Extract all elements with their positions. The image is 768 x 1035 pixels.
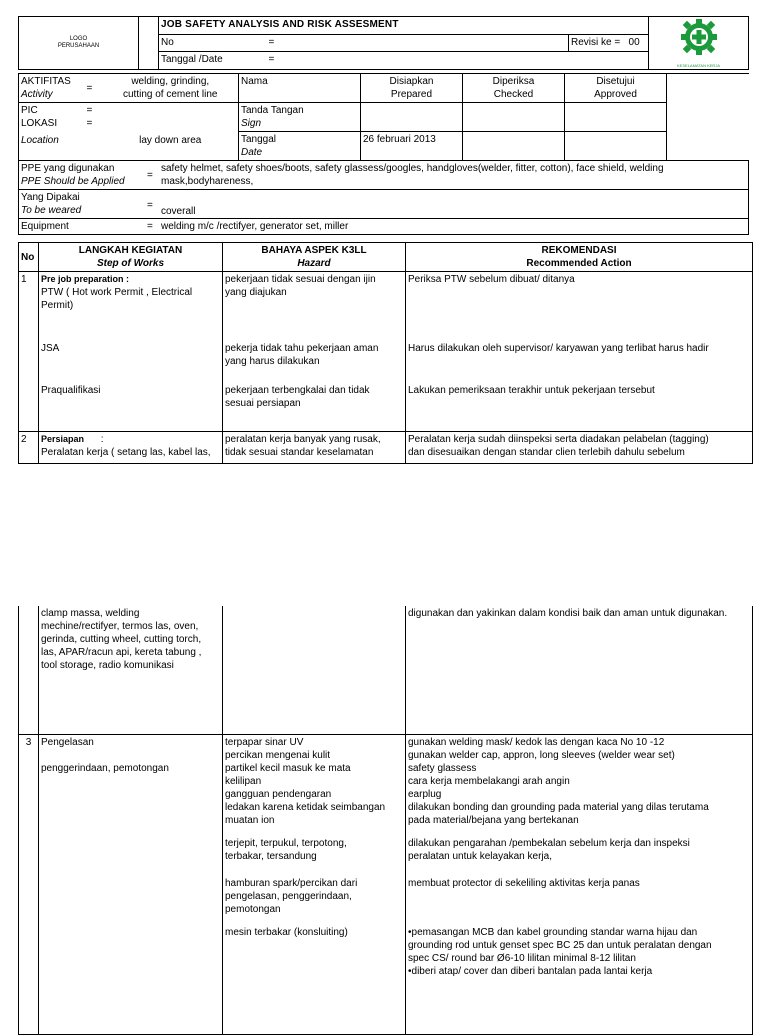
sign-prepared bbox=[361, 103, 463, 132]
k3-logo bbox=[649, 17, 749, 70]
k3-caption: KESELAMATAN KERJA bbox=[677, 63, 720, 68]
table-row: 1 Pre job preparation : PTW ( Hot work Permit , Electrical Permit) JSA Praqualifikasi pekerjaan tidak sesuai dengan ijin yang diajukan pekerja tidak tahu pekerjaan aman yang harus dilakukan pekerjaan terbengkalai dan tidak sesuai persiapan Periksa PTW sebelum dibuat/ ditanya Harus dilakukan oleh supervisor/ karyawan yang terlibat harus hadir Lakukan pemeriksaan terakhir untuk pekerjaan tersebut bbox=[19, 272, 753, 432]
jsa-table bbox=[18, 242, 753, 464]
no-row: No = bbox=[159, 34, 569, 52]
revisi-field: Revisi ke = 00 bbox=[569, 34, 649, 52]
k3-gear-cross-icon bbox=[674, 18, 724, 60]
header-table bbox=[18, 16, 749, 70]
equipment-row: Equipment = welding m/c /rectifyer, generator set, miller bbox=[19, 219, 749, 235]
jsa-table-continued bbox=[18, 606, 753, 1035]
tanggal-row: Tanggal /Date = bbox=[159, 52, 649, 70]
table-row: 3 Pengelasan penggerindaan, pemotongan terpapar sinar UV percikan mengenai kulit partikel kecil masuk ke mata kelilipan gangguan pendengaran ledakan karena ketidak seimbangan muatan ion terjepit, terpukul, terpotong, terbakar, tersandung hamburan spark/percikan dari pengelasan, penggerindaan, pemotongan mesin terbakar (konsluiting) gunakan welding mask/ kedok las dengan kaca No 10 -12 gunakan welder cap, appron, long sleeves (welder wear set) safety glassess cara kerja membelakangi arah angin earplug dilakukan bonding dan grounding pada material yang dilas terutama pada material/bejana yang bertekanan dilakukan pengarahan /pembekalan sebelum kerja dan inspeksi peralatan untuk kelayakan kerja, membuat protector di sekeliling aktivitas kerja panas •pemasangan MCB dan kabel grounding standar warna hijau dan grounding rod untuk genset spec BC 25 dan untuk peralatan dengan spec CS/ round bar Ø6-10 lilitan minimal 8-12 lilitan •diberi atap/ cover dan diberi bantalan pada lantai kerja bbox=[19, 734, 753, 1034]
info-table: AKTIFITAS Activity = welding, grinding, cutting of cement line Nama Disiapkan Prepared Diperiksa Checked Disetujui Approved PIC LOKASI = = Tanda Tangan Sign Location lay down area Tanggal Date 26 februari 2013 PPE yang digunakan PPE Should be Applied = safety helmet, safety shoes/boots, safety glassess/googles, handgloves(welder, fitter, cotton), face shield, welding mask,bodyhareness, Yang Dipakai To be weared = coverall Equipment = welding m/c /rectifyer, generator set, miller bbox=[18, 73, 749, 235]
date-approved bbox=[565, 132, 667, 161]
date-prepared: 26 februari 2013 bbox=[361, 132, 463, 161]
sign-approved bbox=[565, 103, 667, 132]
table-row: 2 Persiapan : Peralatan kerja ( setang las, kabel las, peralatan kerja banyak yang rusak, tidak sesuai standar keselamatan Peralatan kerja sudah diinspeksi serta diadakan pelabelan (tagging) dan disesuaikan dengan standar clien terlebih dahulu sebelum bbox=[19, 432, 753, 464]
sign-checked bbox=[463, 103, 565, 132]
date-checked bbox=[463, 132, 565, 161]
company-logo: LOGO PERUSAHAAN bbox=[19, 17, 139, 70]
location-value: lay down area bbox=[103, 132, 239, 161]
table-header: No LANGKAH KEGIATAN Step of Works BAHAYA ASPEK K3LL Hazard REKOMENDASI Recommended Action bbox=[19, 243, 753, 272]
worn-ppe-row: Yang Dipakai To be weared = coverall bbox=[19, 190, 749, 219]
table-row: clamp massa, welding mechine/rectifyer, termos las, oven, gerinda, cutting wheel, cutting torch, las, APAR/racun api, kereta tabung , tool storage, radio komunikasi digunakan dan yakinkan dalam kondisi baik dan aman untuk digunakan. bbox=[19, 606, 753, 734]
activity-value: welding, grinding, cutting of cement line bbox=[103, 74, 239, 103]
document-title: JOB SAFETY ANALYSIS AND RISK ASSESMENT bbox=[159, 17, 649, 35]
ppe-row: PPE yang digunakan PPE Should be Applied = safety helmet, safety shoes/boots, safety glassess/googles, handgloves(welder, fitter, cotton), face shield, welding mask,bodyhareness, bbox=[19, 161, 749, 190]
